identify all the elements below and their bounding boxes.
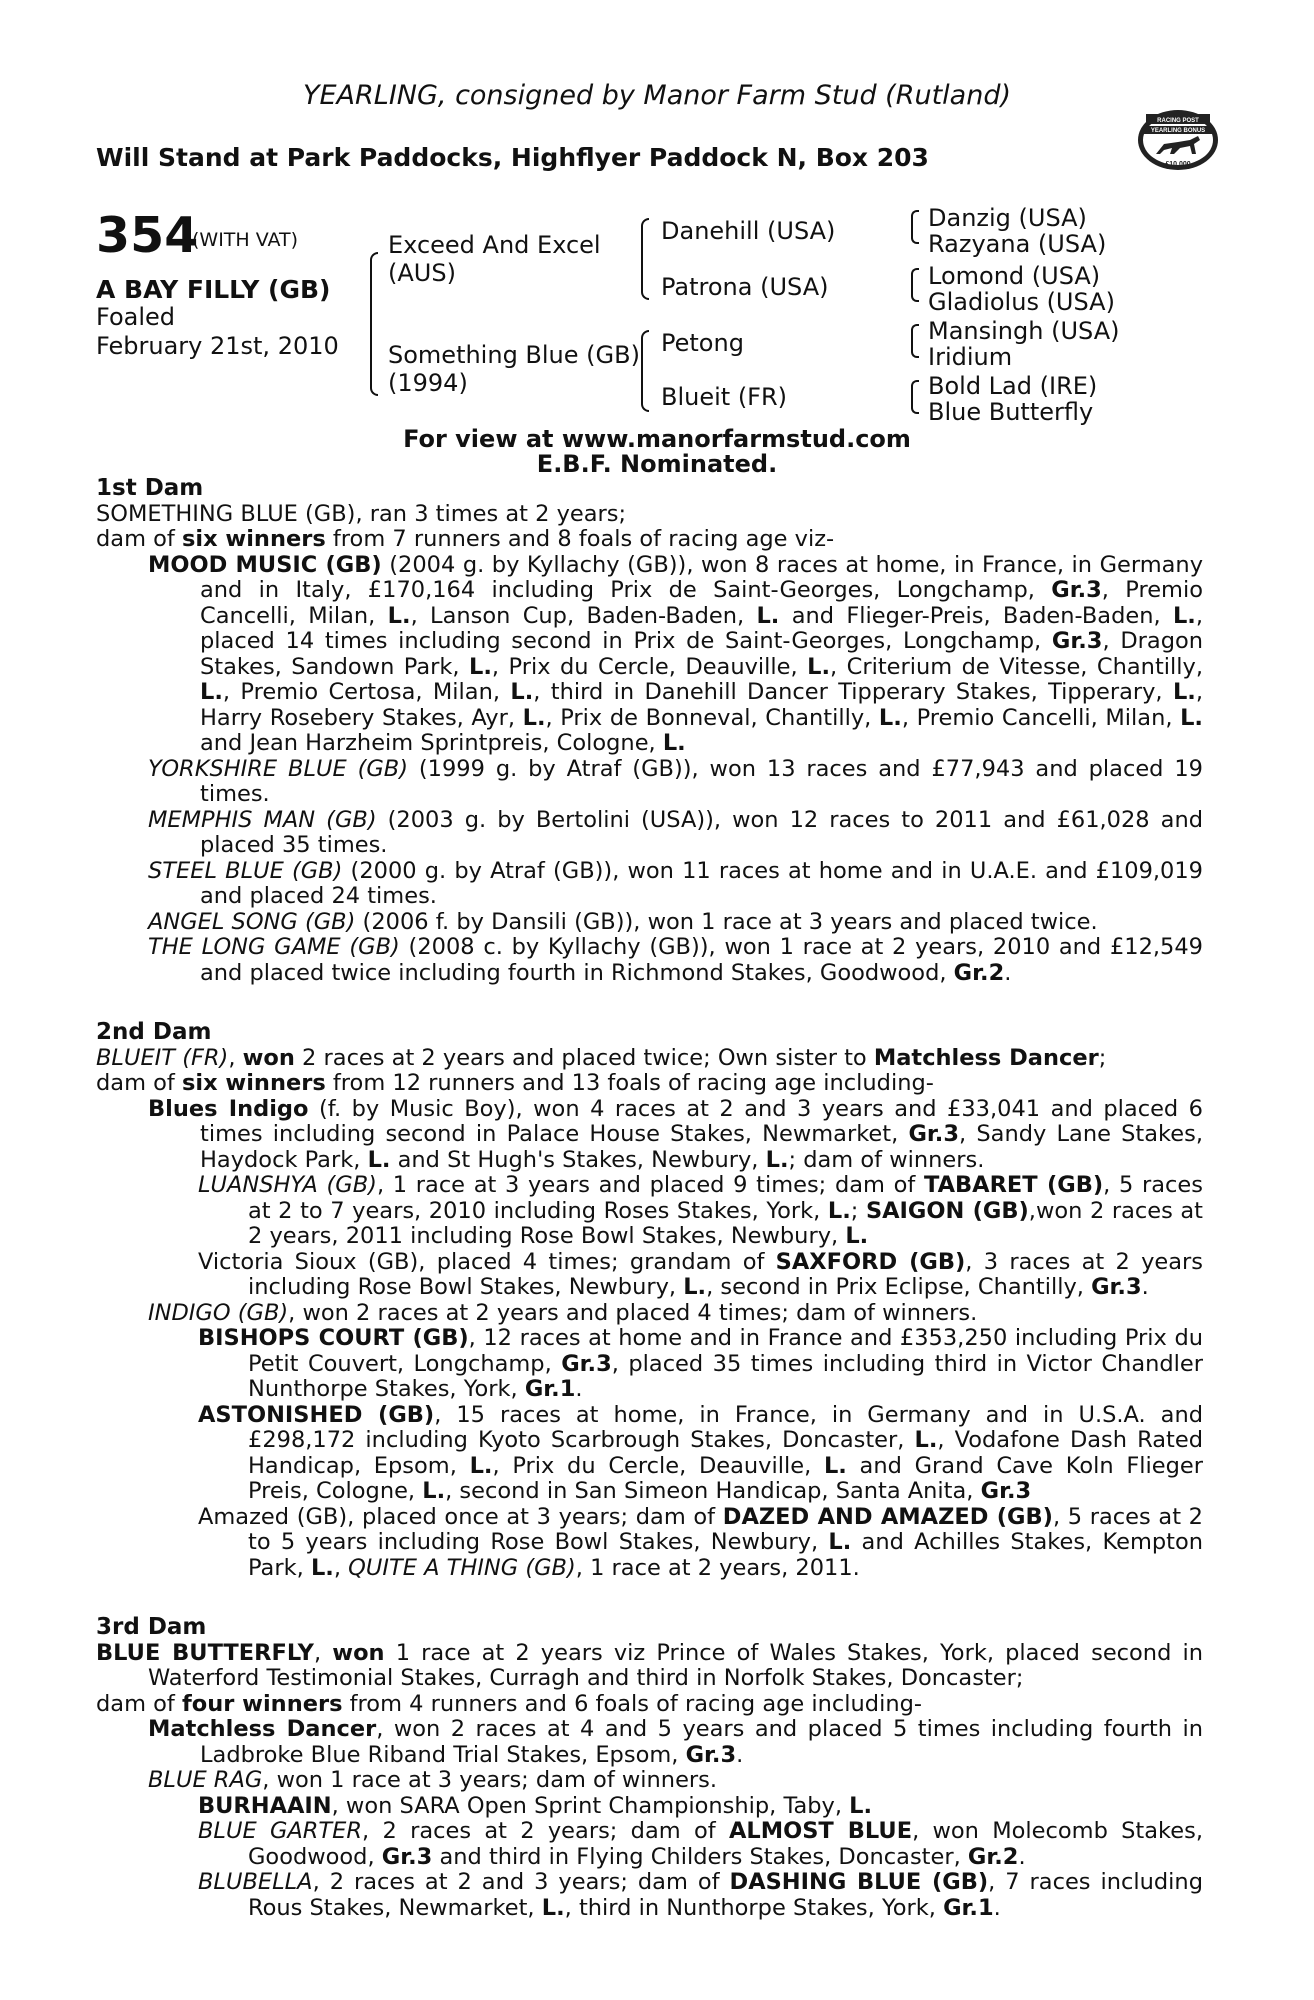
pedigree-g3: Lomond (USA)	[928, 262, 1101, 290]
pedigree-g1: Danzig (USA)	[928, 204, 1087, 232]
pedigree-brace-dam	[641, 330, 649, 412]
first-dam-heading: 1st Dam	[96, 475, 204, 501]
pedigree-sire-origin: (AUS)	[388, 259, 456, 287]
progeny-victoria-sioux: Victoria Sioux (GB), placed 4 times; grandam of SAXFORD (GB), 3 races at 2 years including Rose Bowl Stakes, Newbury, L., second in Prix Eclipse, Chantilly, Gr.3.	[198, 1248, 1204, 1300]
progeny-luanshya: LUANSHYA (GB), 1 race at 3 years and placed 9 times; dam of TABARET (GB), 5 races at 2 to 7 years, 2010 including Roses Stakes, York, L.; SAIGON (GB),won 2 races at 2 years, 2011 including Rose Bowl Stakes, Newbury, L.	[198, 1172, 1204, 1249]
pedigree-sire	[388, 231, 601, 287]
lot-number: 354	[96, 207, 199, 264]
stand-location: Will Stand at Park Paddocks, Highflyer Paddock N, Box 203	[96, 143, 929, 172]
progeny-matchless-dancer: Matchless Dancer, won 2 races at 4 and 5 years and placed 5 times including fourth in Ladbroke Blue Riband Trial Stakes, Epsom, Gr.3.	[148, 1716, 1204, 1768]
progeny-blues-indigo: Blues Indigo (f. by Music Boy), won 4 races at 2 and 3 years and £33,041 and placed 6 times including second in Palace House Stakes, Newmarket, Gr.3, Sandy Lane Stakes, Haydock Park, L. and St Hugh's Stakes, Newbury, L.; dam of winners.	[148, 1095, 1203, 1173]
progeny-blue-rag: BLUE RAG, won 1 race at 3 years; dam of winners.	[148, 1767, 718, 1793]
progeny-mood-music: MOOD MUSIC (GB) (2004 g. by Kyllachy (GB)), won 8 races at home, in France, in Germany and in Italy, £170,164 including Prix de Saint-Georges, Longchamp, Gr.3, Premio Cancelli, Milan, L., Lanson Cup, Baden-Baden, L. and Flieger-Preis, Baden-Baden, L., placed 14 times including second in Prix de Saint-Georges, Longchamp, Gr.3, Dragon Stakes, Sandown Park, L., Prix du Cercle, Deauville, L., Criterium de Vitesse, Chantilly, L., Premio Certosa, Milan, L., third in Danehill Dancer Tipperary Stakes, Tipperary, L., Harry Rosebery Stakes, Ayr, L., Prix de Bonneval, Chantilly, L., Premio Cancelli, Milan, L. and Jean Harzheim Sprintpreis, Cologne, L.	[148, 551, 1204, 756]
second-dam-line: BLUEIT (FR), won 2 races at 2 years and placed twice; Own sister to Matchless Dancer;	[96, 1044, 1107, 1071]
first-dam-produce-line: dam of six winners from 7 runners and 8 foals of racing age viz-	[96, 526, 835, 552]
ebf-note: E.B.F. Nominated.	[536, 450, 778, 478]
badge-top-text: RACING POST	[1157, 118, 1199, 124]
pedigree-g2: Razyana (USA)	[928, 230, 1107, 258]
pedigree-dam-sire: Petong	[661, 329, 744, 357]
second-dam-produce-line: dam of six winners from 12 runners and 13 foals of racing age including-	[96, 1070, 934, 1096]
pedigree-brace-g4	[911, 380, 919, 414]
racing-post-yearling-bonus-badge	[1134, 96, 1222, 184]
pedigree-brace-g1	[911, 210, 919, 244]
vat-label: (WITH VAT)	[192, 229, 299, 251]
progeny-angel-song: ANGEL SONG (GB) (2006 f. by Dansili (GB)), won 1 race at 3 years and placed twice.	[148, 908, 1098, 935]
pedigree-g5: Mansingh (USA)	[928, 317, 1120, 345]
pedigree-brace-sire	[641, 218, 649, 300]
progeny-blue-garter: BLUE GARTER, 2 races at 2 years; dam of ALMOST BLUE, won Molecomb Stakes, Goodwood, Gr.3 and third in Flying Childers Stakes, Doncaster, Gr.2.	[198, 1818, 1203, 1870]
pedigree-dam-name: Something Blue (GB)	[388, 341, 640, 369]
pedigree-g8: Blue Butterfly	[928, 398, 1094, 426]
progeny-burhaain: BURHAAIN, won SARA Open Sprint Championship, Taby, L.	[198, 1792, 873, 1819]
consignment-title: YEARLING, consigned by Manor Farm Stud (Rutland)	[303, 80, 1011, 111]
progeny-yorkshire-blue: YORKSHIRE BLUE (GB) (1999 g. by Atraf (GB)), won 13 races and £77,943 and placed 19 times.	[148, 755, 1203, 807]
pedigree-brace-main	[370, 252, 378, 396]
foaled-info	[96, 303, 339, 361]
pedigree-dam-year: (1994)	[388, 369, 468, 397]
pedigree-g7: Bold Lad (IRE)	[928, 372, 1098, 400]
badge-bottom-text: £10,000	[1165, 161, 1191, 168]
second-dam-heading: 2nd Dam	[96, 1019, 212, 1045]
pedigree-sire-dam: Patrona (USA)	[661, 273, 829, 301]
pedigree-dam-dam: Blueit (FR)	[661, 383, 788, 411]
foaled-label: Foaled	[96, 303, 176, 331]
pedigree-g6: Iridium	[928, 343, 1013, 371]
third-dam-produce-line: dam of four winners from 4 runners and 6 foals of racing age including-	[96, 1690, 922, 1717]
pedigree-sire-sire: Danehill (USA)	[661, 217, 836, 245]
catalogue-body	[96, 476, 1203, 1921]
first-dam-line: SOMETHING BLUE (GB), ran 3 times at 2 years;	[96, 500, 627, 527]
progeny-the-long-game: THE LONG GAME (GB) (2008 c. by Kyllachy (GB)), won 1 race at 2 years, 2010 and £12,549 and placed twice including fourth in Richmond Stakes, Goodwood, Gr.2.	[148, 934, 1203, 986]
pedigree-dam	[388, 341, 640, 397]
pedigree-brace-g3	[911, 324, 919, 358]
progeny-amazed: Amazed (GB), placed once at 3 years; dam of DAZED AND AMAZED (GB), 5 races at 2 to 5 years including Rose Bowl Stakes, Newbury, L. and Achilles Stakes, Kempton Park, L., QUITE A THING (GB), 1 race at 2 years, 2011.	[198, 1503, 1204, 1581]
badge-middle-text: YEARLING BONUS	[1150, 128, 1206, 134]
progeny-bishops-court: BISHOPS COURT (GB), 12 races at home and in France and £353,250 including Prix du Petit Couvert, Longchamp, Gr.3, placed 35 times including third in Victor Chandler Nunthorpe Stakes, York, Gr.1.	[198, 1325, 1203, 1402]
progeny-memphis-man: MEMPHIS MAN (GB) (2003 g. by Bertolini (USA)), won 12 races to 2011 and £61,028 and placed 35 times.	[148, 806, 1203, 858]
lot-description: A BAY FILLY (GB)	[96, 275, 331, 304]
third-dam-heading: 3rd Dam	[96, 1614, 207, 1640]
progeny-indigo: INDIGO (GB), won 2 races at 2 years and placed 4 times; dam of winners.	[148, 1299, 978, 1326]
pedigree-g4: Gladiolus (USA)	[928, 288, 1115, 316]
pedigree-sire-name: Exceed And Excel	[388, 231, 601, 259]
third-dam-line: BLUE BUTTERFLY, won 1 race at 2 years viz Prince of Wales Stakes, York, placed second in Waterford Testimonial Stakes, Curragh and third in Norfolk Stakes, Doncaster;	[96, 1639, 1204, 1691]
progeny-steel-blue: STEEL BLUE (GB) (2000 g. by Atraf (GB)), won 11 races at home and in U.A.E. and £109,019 and placed 24 times.	[148, 857, 1203, 909]
progeny-astonished: ASTONISHED (GB), 15 races at home, in France, in Germany and in U.S.A. and £298,172 including Kyoto Scarbrough Stakes, Doncaster, L., Vodafone Dash Rated Handicap, Epsom, L., Prix du Cercle, Deauville, L. and Grand Cave Koln Flieger Preis, Cologne, L., second in San Simeon Handicap, Santa Anita, Gr.3	[198, 1401, 1203, 1504]
progeny-blubella: BLUBELLA, 2 races at 2 and 3 years; dam of DASHING BLUE (GB), 7 races including Rous Stakes, Newmarket, L., third in Nunthorpe Stakes, York, Gr.1.	[198, 1869, 1203, 1921]
website-note: For view at www.manorfarmstud.com	[403, 425, 911, 453]
pedigree-brace-g2	[911, 268, 919, 302]
foaled-date: February 21st, 2010	[96, 332, 339, 360]
